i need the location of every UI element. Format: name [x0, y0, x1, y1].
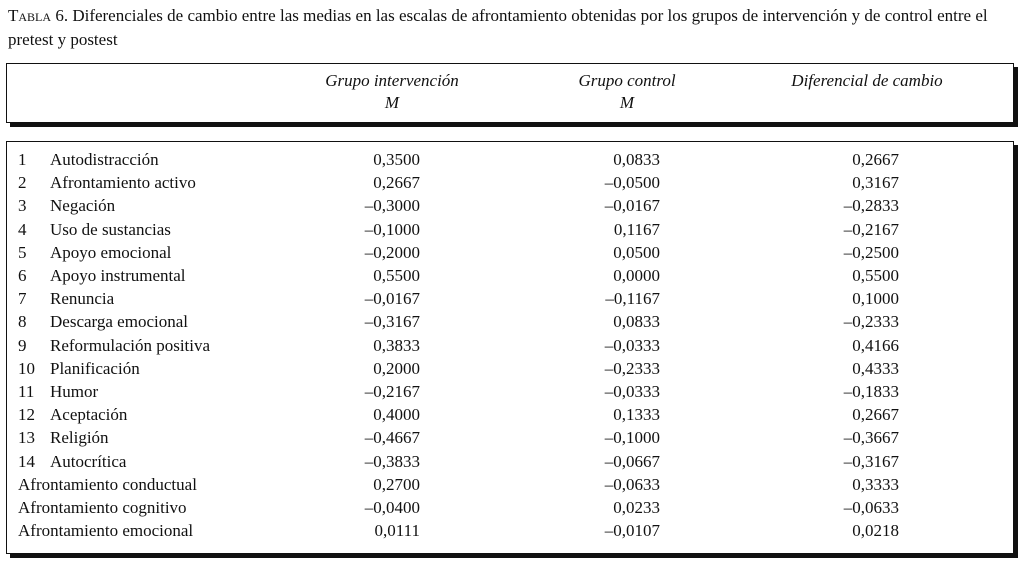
- row-label: Reformulación positiva: [50, 335, 211, 355]
- value-intervencion: 0,4000: [373, 405, 420, 425]
- value-diferencial: –0,2500: [843, 242, 899, 262]
- row-label: Humor: [50, 382, 99, 401]
- table-row: [7, 450, 1013, 473]
- value-diferencial: 0,0218: [852, 521, 899, 541]
- header-grupo-intervencion: [287, 70, 497, 114]
- row-label: Religión: [50, 428, 109, 448]
- value-diferencial: 0,2667: [852, 405, 899, 425]
- row-label: Afrontamiento conductual: [18, 474, 197, 494]
- row-number: 7: [18, 289, 27, 309]
- table-row: [7, 264, 1013, 287]
- value-control: 0,0833: [613, 150, 660, 169]
- value-diferencial: –0,3167: [843, 451, 899, 471]
- table-row: [7, 403, 1013, 426]
- row-label: Apoyo instrumental: [50, 266, 186, 285]
- value-diferencial: 0,1000: [852, 289, 899, 309]
- value-intervencion: –0,4667: [364, 428, 420, 448]
- header-col2-title: Grupo control: [578, 71, 676, 90]
- row-label: Renuncia: [50, 289, 115, 309]
- header-col1-title: Grupo intervención: [325, 71, 459, 90]
- value-diferencial: –0,3667: [843, 428, 899, 448]
- value-diferencial: 0,4333: [852, 358, 899, 378]
- row-number: 6: [18, 266, 27, 285]
- value-control: 0,1333: [613, 405, 660, 425]
- table-row: [7, 310, 1013, 333]
- value-intervencion: –0,3000: [364, 196, 420, 216]
- value-diferencial: –0,2833: [843, 196, 899, 216]
- table-row: [7, 357, 1013, 380]
- table-caption: [8, 4, 1016, 52]
- value-control: –0,1167: [605, 289, 660, 309]
- value-control: 0,0233: [613, 498, 660, 517]
- value-diferencial: 0,2667: [852, 150, 899, 169]
- table-row: [7, 218, 1013, 241]
- row-label: Afrontamiento cognitivo: [18, 498, 187, 517]
- row-number: 8: [18, 312, 27, 332]
- value-control: –0,0167: [604, 196, 660, 216]
- value-control: 0,1167: [613, 219, 660, 239]
- value-intervencion: –0,0167: [364, 289, 420, 309]
- row-number: 14: [18, 451, 35, 471]
- value-intervencion: 0,0111: [374, 521, 420, 541]
- table-row: [7, 241, 1013, 264]
- row-number: 10: [18, 358, 35, 378]
- value-control: 0,0500: [613, 242, 660, 262]
- value-control: –0,0333: [604, 335, 660, 355]
- row-label: Afrontamiento emocional: [18, 521, 194, 541]
- header-col1-sub: M: [384, 93, 400, 112]
- header-col2-sub: M: [619, 93, 635, 112]
- row-number: 5: [18, 242, 27, 262]
- caption-number: 6.: [51, 6, 69, 25]
- value-control: –0,0667: [604, 451, 660, 471]
- value-control: –0,1000: [604, 428, 660, 448]
- value-diferencial: –0,2333: [843, 312, 899, 332]
- value-intervencion: –0,1000: [364, 219, 420, 239]
- value-diferencial: –0,0633: [843, 498, 899, 517]
- row-number: 13: [18, 428, 35, 448]
- value-control: –0,0333: [604, 382, 660, 401]
- value-diferencial: 0,3167: [852, 173, 899, 193]
- value-intervencion: –0,3833: [364, 451, 420, 471]
- table-body: [6, 141, 1014, 554]
- table-row: [7, 287, 1013, 310]
- value-intervencion: 0,2667: [373, 173, 420, 193]
- value-control: 0,0833: [613, 312, 660, 332]
- table-row: [7, 380, 1013, 403]
- caption-prefix: Tabla: [8, 6, 52, 25]
- table-header: [6, 63, 1014, 123]
- value-control: 0,0000: [613, 266, 660, 285]
- row-label: Uso de sustancias: [50, 219, 171, 239]
- value-diferencial: 0,5500: [852, 266, 899, 285]
- value-intervencion: –0,3167: [364, 312, 420, 332]
- row-label: Planificación: [50, 358, 140, 378]
- table-row: [7, 473, 1013, 496]
- table-row: [7, 519, 1013, 542]
- table-row: [7, 194, 1013, 217]
- row-number: 9: [18, 335, 27, 355]
- header-grupo-control: [527, 70, 727, 114]
- row-number: 1: [18, 150, 27, 169]
- value-diferencial: –0,2167: [843, 219, 899, 239]
- row-number: 4: [18, 219, 27, 239]
- value-control: –0,0107: [604, 521, 660, 541]
- value-intervencion: 0,3500: [373, 150, 420, 169]
- value-diferencial: 0,3333: [852, 474, 899, 494]
- row-number: 11: [18, 382, 35, 401]
- row-label: Aceptación: [50, 405, 128, 425]
- table-row: [7, 171, 1013, 194]
- value-control: –0,0633: [604, 474, 660, 494]
- value-intervencion: 0,2000: [373, 358, 420, 378]
- value-intervencion: –0,0400: [364, 498, 420, 517]
- header-col3-title: Diferencial de cambio: [791, 71, 943, 90]
- table-row: [7, 426, 1013, 449]
- row-label: Afrontamiento activo: [50, 173, 196, 193]
- row-number: 2: [18, 173, 27, 193]
- value-intervencion: –0,2000: [364, 242, 420, 262]
- value-diferencial: 0,4166: [852, 335, 899, 355]
- row-label: Autodistracción: [50, 150, 159, 169]
- value-control: –0,2333: [604, 358, 660, 378]
- value-intervencion: 0,2700: [373, 474, 420, 494]
- value-intervencion: –0,2167: [364, 382, 420, 401]
- row-label: Descarga emocional: [50, 312, 188, 332]
- header-diferencial: [752, 70, 982, 92]
- table-row: [7, 334, 1013, 357]
- row-number: 3: [18, 196, 27, 216]
- row-label: Apoyo emocional: [50, 242, 172, 262]
- caption-text: Diferenciales de cambio entre las medias en las escalas de afrontamiento obtenidas por los grupos de intervención y de control entre el pretest y postest: [8, 6, 988, 49]
- row-number: 12: [18, 405, 35, 425]
- row-label: Negación: [50, 196, 116, 216]
- value-control: –0,0500: [604, 173, 660, 193]
- value-intervencion: 0,3833: [373, 335, 420, 355]
- value-diferencial: –0,1833: [843, 382, 899, 401]
- row-label: Autocrítica: [50, 451, 127, 471]
- table-row: [7, 148, 1013, 171]
- value-intervencion: 0,5500: [373, 266, 420, 285]
- table-row: [7, 496, 1013, 519]
